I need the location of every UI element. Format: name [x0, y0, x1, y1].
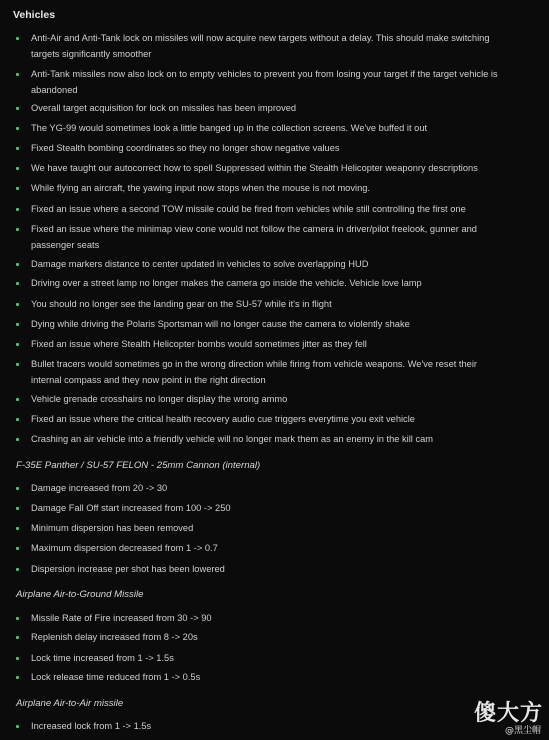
list-item: Minimum dispersion has been removed: [16, 521, 506, 537]
list-item: Anti-Air and Anti-Tank lock on missiles will now acquire new targets without a delay. This should make switching targets significantly smoother: [16, 31, 506, 62]
list-item: Increased lock from 1 -> 1.5s: [16, 719, 506, 735]
list-item: Fixed an issue where the critical health recovery audio cue triggers everytime you exit vehicle: [16, 412, 506, 428]
list-item: Damage markers distance to center updated in vehicles to solve overlapping HUD: [16, 257, 506, 273]
list-item: Damage Fall Off start increased from 100 -> 250: [16, 501, 506, 517]
bullet-icon: [16, 303, 19, 306]
list-item: Maximum dispersion decreased from 1 -> 0.7: [16, 541, 506, 557]
bullet-icon: [16, 487, 19, 490]
bullet-icon: [16, 418, 19, 421]
bullet-icon: [16, 617, 19, 620]
list-item: Anti-Tank missiles now also lock on to empty vehicles to prevent you from losing your target if the target vehicle is abandoned: [16, 67, 506, 98]
list-item: Fixed an issue where the minimap view cone would not follow the camera in driver/pilot freelook, gunner and passenger seats: [16, 222, 506, 253]
list-item: Fixed an issue where a second TOW missile could be fired from vehicles while still controlling the first one: [16, 202, 506, 218]
list-item: Vehicle grenade crosshairs no longer display the wrong ammo: [16, 392, 506, 408]
list-item: Lock release time reduced from 1 -> 0.5s: [16, 670, 506, 686]
bullet-icon: [16, 282, 19, 285]
section-title-air-to-air: Airplane Air-to-Air missile: [16, 698, 124, 709]
bullet-icon: [16, 343, 19, 346]
bullet-icon: [16, 547, 19, 550]
list-item: The YG-99 would sometimes look a little banged up in the collection screens. We've buffed it out: [16, 121, 506, 137]
bullet-icon: [16, 676, 19, 679]
bullet-icon: [16, 438, 19, 441]
list-item: Replenish delay increased from 8 -> 20s: [16, 630, 506, 646]
bullet-icon: [16, 363, 19, 366]
bullet-icon: [16, 208, 19, 211]
bullet-icon: [16, 568, 19, 571]
bullet-icon: [16, 127, 19, 130]
bullet-icon: [16, 527, 19, 530]
bullet-icon: [16, 73, 19, 76]
section-title-cannon: F-35E Panther / SU-57 FELON - 25mm Cannon (internal): [16, 460, 261, 471]
bullet-icon: [16, 507, 19, 510]
bullet-icon: [16, 725, 19, 728]
bullet-icon: [16, 107, 19, 110]
bullet-icon: [16, 37, 19, 40]
list-item: Damage increased from 20 -> 30: [16, 481, 506, 497]
bullet-icon: [16, 228, 19, 231]
bullet-icon: [16, 657, 19, 660]
bullet-icon: [16, 167, 19, 170]
bullet-icon: [16, 187, 19, 190]
list-item: Overall target acquisition for lock on missiles has been improved: [16, 101, 506, 117]
list-item: Dispersion increase per shot has been lowered: [16, 562, 506, 578]
bullet-icon: [16, 323, 19, 326]
list-item: We have taught our autocorrect how to spell Suppressed within the Stealth Helicopter weaponry descriptions: [16, 161, 506, 177]
vehicles-heading: Vehicles: [13, 9, 56, 21]
bullet-icon: [16, 636, 19, 639]
list-item: You should no longer see the landing gear on the SU-57 while it's in flight: [16, 297, 506, 313]
watermark: [451, 696, 543, 736]
list-item: Dying while driving the Polaris Sportsman will no longer cause the camera to violently shake: [16, 317, 506, 333]
list-item: Bullet tracers would sometimes go in the wrong direction while firing from vehicle weapons. We've reset their internal compass and they now point in the right direction: [16, 357, 506, 388]
list-item: Lock time increased from 1 -> 1.5s: [16, 651, 506, 667]
bullet-icon: [16, 398, 19, 401]
bullet-icon: [16, 147, 19, 150]
watermark-handle: @黑尘帽: [504, 726, 541, 736]
bullet-icon: [16, 263, 19, 266]
list-item: Driving over a street lamp no longer makes the camera go inside the vehicle. Vehicle love lamp: [16, 276, 506, 292]
list-item: Crashing an air vehicle into a friendly vehicle will no longer mark them as an enemy in the kill cam: [16, 432, 506, 448]
list-item: Fixed an issue where Stealth Helicopter bombs would sometimes jitter as they fell: [16, 337, 506, 353]
watermark-title: 傻大方: [473, 701, 543, 726]
section-title-air-to-ground: Airplane Air-to-Ground Missile: [16, 589, 144, 600]
list-item: Fixed Stealth bombing coordinates so they no longer show negative values: [16, 141, 506, 157]
list-item: While flying an aircraft, the yawing input now stops when the mouse is not moving.: [16, 181, 506, 197]
list-item: Missile Rate of Fire increased from 30 -> 90: [16, 611, 506, 627]
